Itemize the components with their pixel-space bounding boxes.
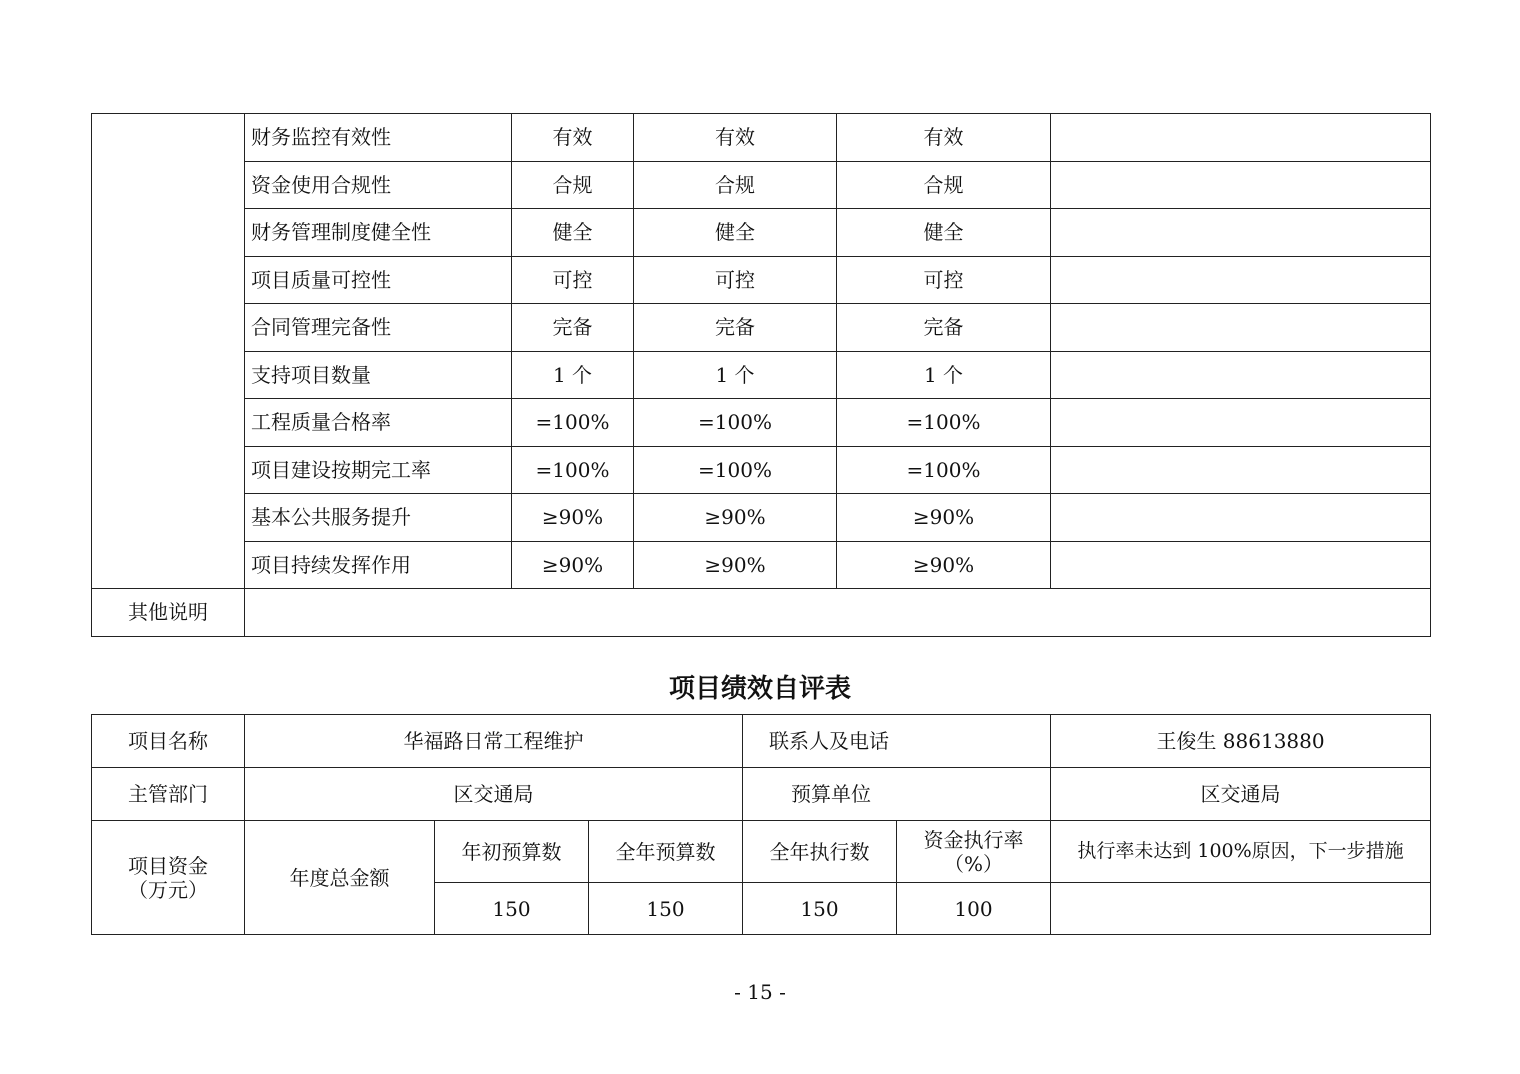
indicator-value-3: ≥90% [837,541,1051,589]
indicator-name: 财务管理制度健全性 [245,209,512,257]
annual-total-label: 年度总金额 [245,821,435,935]
indicator-value-1: ≥90% [512,541,634,589]
table-row [92,821,1431,883]
indicator-value-2: ≥90% [634,541,837,589]
exec-rate-label-line1: 资金执行率 [923,827,1024,852]
funds-label-line2: （万元） [128,877,208,902]
indicator-note [1051,161,1431,209]
funds-label [92,821,245,935]
full-year-exec-label: 全年执行数 [743,821,897,883]
indicator-note [1051,209,1431,257]
indicator-value-3: 1 个 [837,351,1051,399]
indicator-value-3: =100% [837,446,1051,494]
initial-budget-label: 年初预算数 [435,821,589,883]
indicator-name: 资金使用合规性 [245,161,512,209]
table-row [92,209,1431,257]
indicator-value-3: 健全 [837,209,1051,257]
reason-value [1051,883,1431,935]
indicator-value-2: 1 个 [634,351,837,399]
table-row [92,768,1431,821]
indicator-value-1: 可控 [512,256,634,304]
other-notes-value [245,589,1431,637]
indicator-value-3: 合规 [837,161,1051,209]
other-notes-label: 其他说明 [92,589,245,637]
table-row [92,114,1431,162]
indicator-value-2: 有效 [634,114,837,162]
indicator-name: 项目持续发挥作用 [245,541,512,589]
full-year-exec-value: 150 [743,883,897,935]
indicator-note [1051,541,1431,589]
indicator-value-2: 合规 [634,161,837,209]
table-row [92,589,1431,637]
indicator-name: 项目建设按期完工率 [245,446,512,494]
table-row [92,446,1431,494]
page-number: - 15 - [734,980,786,1004]
indicator-value-1: 健全 [512,209,634,257]
table-row [92,399,1431,447]
table-row [92,351,1431,399]
contact-value: 王俊生 88613880 [1051,715,1431,768]
indicator-value-2: =100% [634,399,837,447]
indicator-value-3: =100% [837,399,1051,447]
indicator-name: 合同管理完备性 [245,304,512,352]
table-row [92,256,1431,304]
indicator-value-2: =100% [634,446,837,494]
indicator-value-3: ≥90% [837,494,1051,542]
project-name-label: 项目名称 [92,715,245,768]
indicator-value-2: 可控 [634,256,837,304]
indicator-value-1: =100% [512,446,634,494]
budget-unit-label: 预算单位 [743,768,1051,821]
full-year-budget-label: 全年预算数 [589,821,743,883]
indicator-name: 基本公共服务提升 [245,494,512,542]
indicator-note [1051,114,1431,162]
indicator-value-2: ≥90% [634,494,837,542]
dept-value: 区交通局 [245,768,743,821]
indicator-note [1051,494,1431,542]
indicator-value-1: 合规 [512,161,634,209]
indicator-note [1051,399,1431,447]
indicator-category-cell [92,114,245,589]
indicator-value-2: 健全 [634,209,837,257]
indicator-value-1: 完备 [512,304,634,352]
indicator-name: 支持项目数量 [245,351,512,399]
indicator-table [91,113,1431,637]
exec-rate-label-line2: （%） [944,851,1004,876]
funds-label-line1: 项目资金 [128,853,208,878]
budget-unit-value: 区交通局 [1051,768,1431,821]
table-row [92,494,1431,542]
indicator-note [1051,304,1431,352]
indicator-note [1051,446,1431,494]
initial-budget-value: 150 [435,883,589,935]
table-row [92,304,1431,352]
table-row [92,715,1431,768]
contact-label: 联系人及电话 [743,715,1051,768]
indicator-value-3: 有效 [837,114,1051,162]
indicator-value-1: 有效 [512,114,634,162]
project-name-value: 华福路日常工程维护 [245,715,743,768]
dept-label: 主管部门 [92,768,245,821]
indicator-value-1: 1 个 [512,351,634,399]
indicator-name: 项目质量可控性 [245,256,512,304]
table-row [92,541,1431,589]
indicator-note [1051,256,1431,304]
project-table [91,714,1431,935]
page-title: 项目绩效自评表 [668,674,851,704]
indicator-value-1: ≥90% [512,494,634,542]
indicator-value-3: 可控 [837,256,1051,304]
indicator-name: 财务监控有效性 [245,114,512,162]
indicator-name: 工程质量合格率 [245,399,512,447]
exec-rate-value: 100 [897,883,1051,935]
indicator-value-3: 完备 [837,304,1051,352]
table-row [92,161,1431,209]
full-year-budget-value: 150 [589,883,743,935]
exec-rate-label [897,821,1051,883]
indicator-note [1051,351,1431,399]
indicator-value-1: =100% [512,399,634,447]
indicator-value-2: 完备 [634,304,837,352]
reason-label: 执行率未达到 100%原因，下一步措施 [1051,821,1431,883]
